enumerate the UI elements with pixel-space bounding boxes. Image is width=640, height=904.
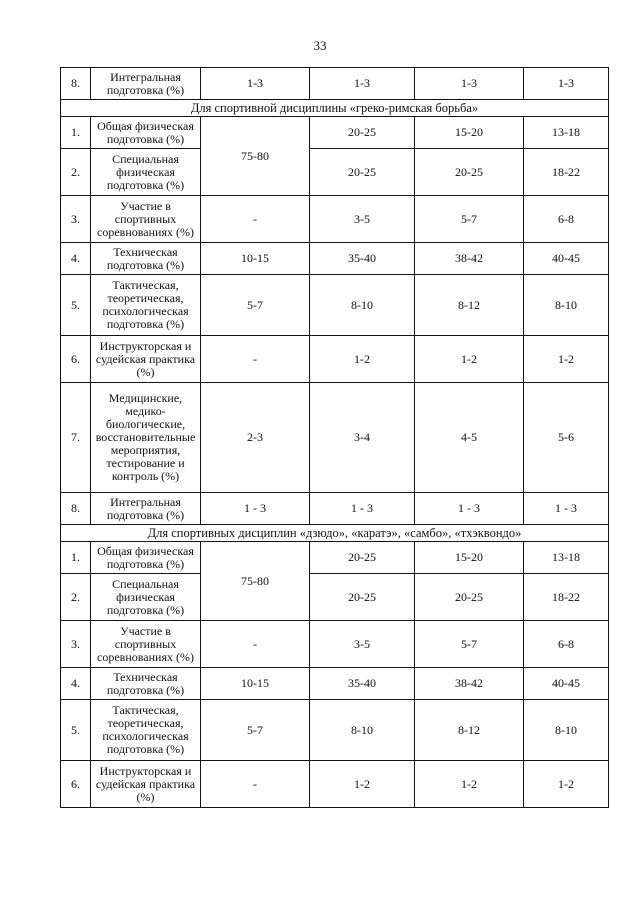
row-label: Специальная физическая подготовка (%) [91, 149, 201, 196]
table-row [61, 668, 609, 700]
row-label: Участие в спортивных соревнованиях (%) [91, 621, 201, 668]
row-label: Инструкторская и судейская практика (%) [91, 336, 201, 383]
cell-value: 8-10 [310, 275, 415, 336]
cell-value: - [201, 336, 310, 383]
cell-value: 1-2 [310, 761, 415, 808]
cell-value: 1 - 3 [201, 493, 310, 525]
row-number: 2. [61, 149, 91, 196]
cell-value: 1 - 3 [524, 493, 609, 525]
table-row [61, 275, 609, 336]
cell-value: 1-2 [524, 761, 609, 808]
cell-value: 5-7 [415, 196, 524, 243]
row-number: 8. [61, 68, 91, 100]
table-row [61, 761, 609, 808]
row-label: Специальная физическая подготовка (%) [91, 574, 201, 621]
cell-value: 1-3 [201, 68, 310, 100]
row-label: Тактическая, теоретическая, психологическая подготовка (%) [91, 700, 201, 761]
cell-value: 3-4 [310, 383, 415, 493]
row-number: 2. [61, 574, 91, 621]
cell-value: 20-25 [310, 117, 415, 149]
row-label: Техническая подготовка (%) [91, 243, 201, 275]
cell-value: 4-5 [415, 383, 524, 493]
row-number: 3. [61, 196, 91, 243]
table-row [61, 243, 609, 275]
cell-value: 18-22 [524, 574, 609, 621]
cell-value: 40-45 [524, 243, 609, 275]
cell-value: 5-7 [201, 275, 310, 336]
table-row [61, 383, 609, 493]
row-number: 4. [61, 243, 91, 275]
row-label: Тактическая, теоретическая, психологическая подготовка (%) [91, 275, 201, 336]
cell-value: 20-25 [310, 574, 415, 621]
cell-value: 6-8 [524, 196, 609, 243]
table-row [61, 574, 609, 621]
cell-value: 6-8 [524, 621, 609, 668]
row-label: Участие в спортивных соревнованиях (%) [91, 196, 201, 243]
cell-value: 10-15 [201, 243, 310, 275]
cell-value: 5-7 [415, 621, 524, 668]
cell-value: 10-15 [201, 668, 310, 700]
table-row [61, 542, 609, 574]
row-number: 1. [61, 117, 91, 149]
cell-value: 8-10 [524, 700, 609, 761]
row-label: Инструкторская и судейская практика (%) [91, 761, 201, 808]
row-number: 4. [61, 668, 91, 700]
table-row [61, 196, 609, 243]
cell-value: 3-5 [310, 196, 415, 243]
section-header-row [61, 100, 609, 117]
page-number: 33 [313, 38, 327, 53]
cell-value: 1 - 3 [415, 493, 524, 525]
cell-value: 1-2 [524, 336, 609, 383]
cell-value: 15-20 [415, 542, 524, 574]
cell-value: - [201, 761, 310, 808]
cell-value: 5-7 [201, 700, 310, 761]
table-row [61, 700, 609, 761]
cell-value: 38-42 [415, 668, 524, 700]
cell-value: 40-45 [524, 668, 609, 700]
section-title: Для спортивных дисциплин «дзюдо», «каратэ», «самбо», «тхэквондо» [61, 525, 609, 542]
cell-value: 3-5 [310, 621, 415, 668]
cell-value: - [201, 621, 310, 668]
cell-value: - [201, 196, 310, 243]
cell-value: 1-3 [415, 68, 524, 100]
row-number: 1. [61, 542, 91, 574]
cell-value: 8-10 [310, 700, 415, 761]
cell-value: 20-25 [310, 149, 415, 196]
table-row [61, 117, 609, 149]
table-row [61, 68, 609, 100]
row-number: 8. [61, 493, 91, 525]
cell-value: 75-80 [201, 542, 310, 621]
cell-value: 18-22 [524, 149, 609, 196]
row-label: Общая физическая подготовка (%) [91, 117, 201, 149]
row-number: 5. [61, 700, 91, 761]
cell-value: 35-40 [310, 243, 415, 275]
row-number: 7. [61, 383, 91, 493]
row-label: Общая физическая подготовка (%) [91, 542, 201, 574]
cell-value: 1 - 3 [310, 493, 415, 525]
cell-value: 20-25 [310, 542, 415, 574]
table-row [61, 493, 609, 525]
cell-value: 75-80 [201, 117, 310, 196]
training-structure-table [60, 67, 609, 808]
table-row [61, 149, 609, 196]
table-row [61, 621, 609, 668]
cell-value: 20-25 [415, 149, 524, 196]
table-row [61, 336, 609, 383]
cell-value: 2-3 [201, 383, 310, 493]
row-label: Интегральная подготовка (%) [91, 68, 201, 100]
row-label: Медицинские, медико-биологические, восстановительные мероприятия, тестирование и контроль (%) [91, 383, 201, 493]
row-number: 6. [61, 336, 91, 383]
cell-value: 15-20 [415, 117, 524, 149]
cell-value: 1-3 [524, 68, 609, 100]
cell-value: 8-12 [415, 700, 524, 761]
cell-value: 5-6 [524, 383, 609, 493]
section-header-row [61, 525, 609, 542]
row-number: 5. [61, 275, 91, 336]
cell-value: 8-12 [415, 275, 524, 336]
row-number: 3. [61, 621, 91, 668]
cell-value: 1-2 [415, 336, 524, 383]
cell-value: 1-2 [415, 761, 524, 808]
row-label: Техническая подготовка (%) [91, 668, 201, 700]
cell-value: 13-18 [524, 542, 609, 574]
row-label: Интегральная подготовка (%) [91, 493, 201, 525]
cell-value: 13-18 [524, 117, 609, 149]
section-title: Для спортивной дисциплины «греко-римская борьба» [61, 100, 609, 117]
cell-value: 20-25 [415, 574, 524, 621]
cell-value: 8-10 [524, 275, 609, 336]
cell-value: 35-40 [310, 668, 415, 700]
cell-value: 1-3 [310, 68, 415, 100]
cell-value: 38-42 [415, 243, 524, 275]
cell-value: 1-2 [310, 336, 415, 383]
row-number: 6. [61, 761, 91, 808]
